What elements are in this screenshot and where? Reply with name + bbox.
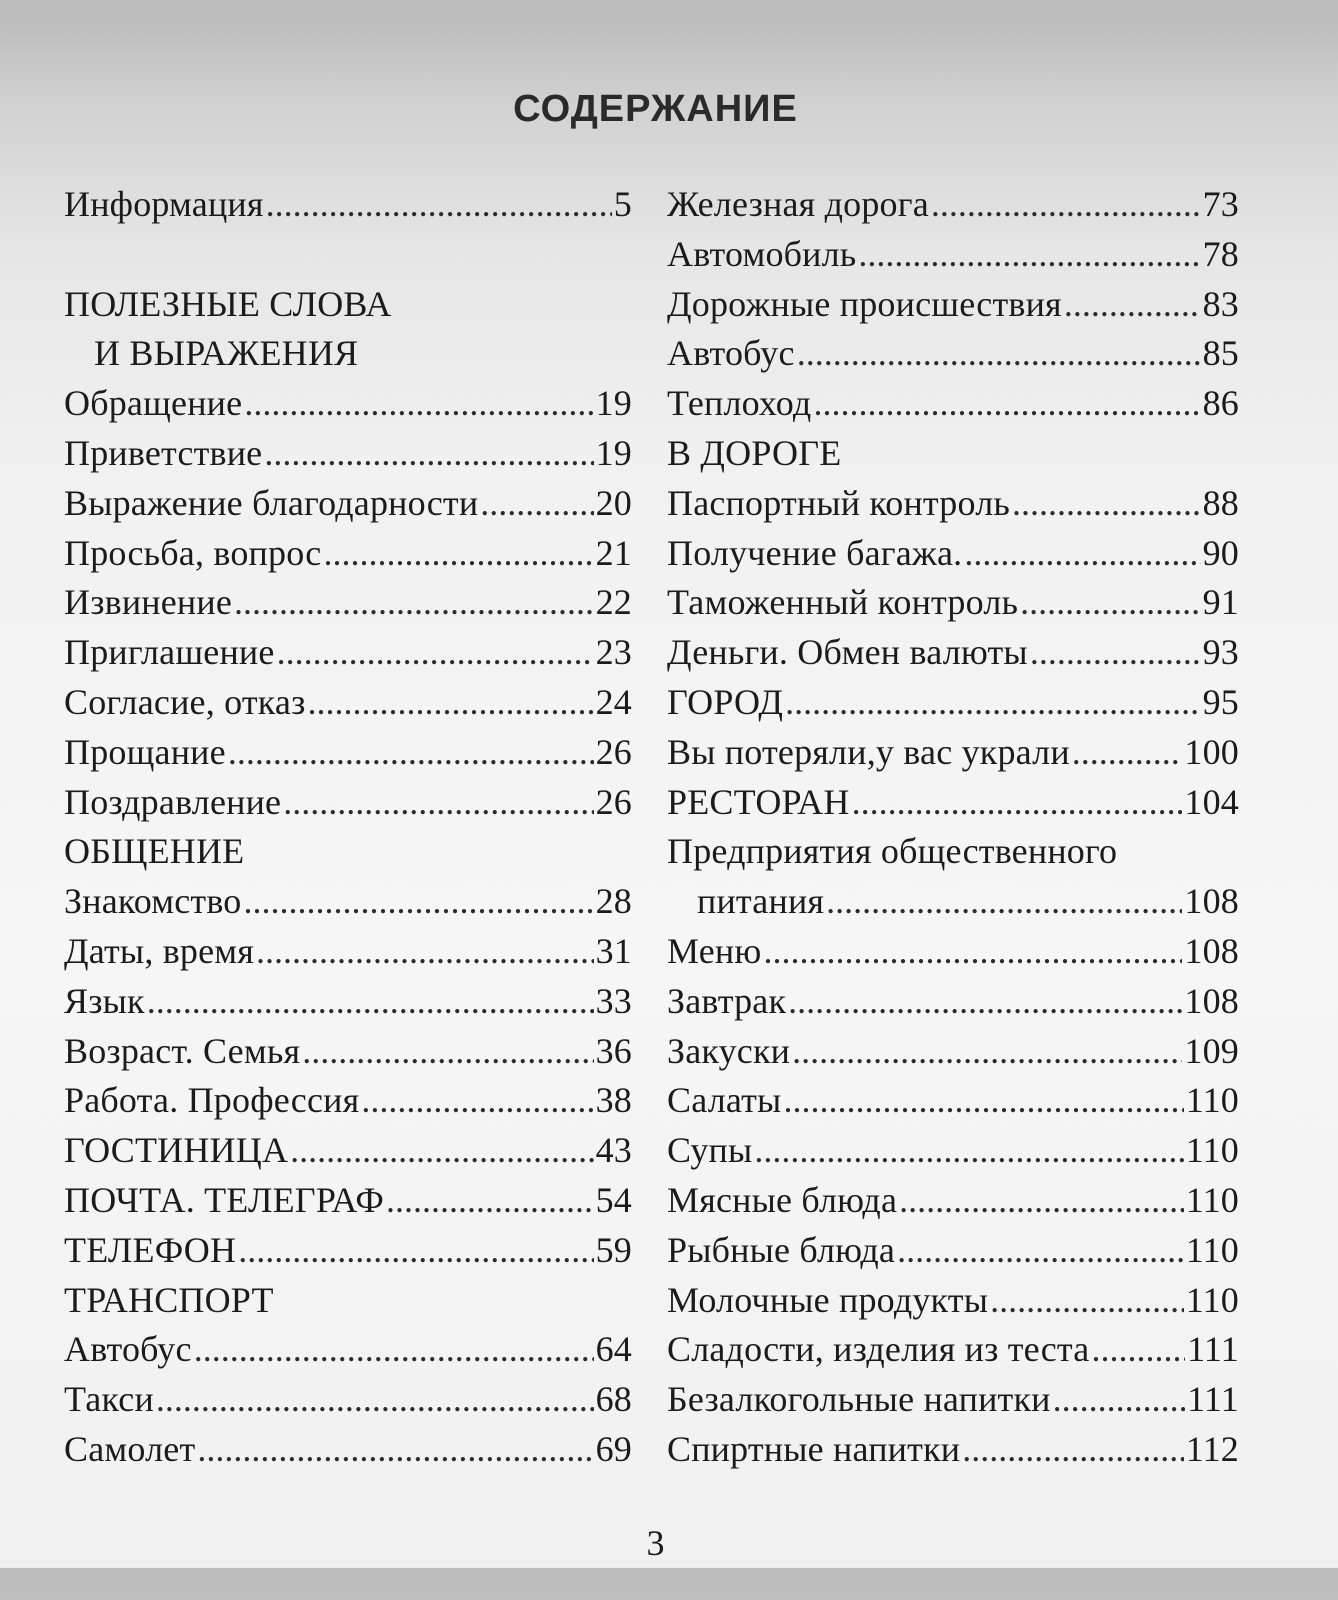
toc-section-heading — [64, 827, 632, 877]
dot-leader — [238, 1226, 593, 1276]
toc-entry[interactable] — [667, 1276, 1239, 1326]
dot-leader — [197, 1425, 593, 1475]
toc-entry-title: Автобус — [64, 1329, 192, 1370]
dot-leader — [147, 977, 594, 1027]
dot-leader — [308, 678, 594, 728]
toc-entry-page: 26 — [595, 731, 632, 772]
dot-leader — [826, 877, 1182, 927]
toc-entry-page: 100 — [1184, 731, 1239, 772]
dot-leader — [897, 1226, 1184, 1276]
page-number: 3 — [646, 1523, 665, 1563]
toc-entry-page: 112 — [1185, 1428, 1239, 1469]
dot-leader — [962, 1425, 1184, 1475]
toc-entry-page: 109 — [1184, 1030, 1239, 1071]
dot-leader — [964, 529, 1200, 579]
toc-entry[interactable] — [667, 230, 1239, 280]
dot-leader — [788, 977, 1182, 1027]
dot-leader — [785, 678, 1200, 728]
toc-entry-page: 59 — [595, 1229, 632, 1270]
toc-entry[interactable] — [64, 379, 632, 429]
dot-leader — [290, 1126, 593, 1176]
toc-entry-page: 108 — [1184, 980, 1239, 1021]
toc-entry-title: Приглашение — [64, 632, 275, 673]
toc-entry-page: 110 — [1185, 1179, 1239, 1220]
toc-entry[interactable] — [667, 1425, 1239, 1475]
dot-leader — [792, 1027, 1182, 1077]
toc-entry-title: Завтрак — [667, 980, 787, 1021]
toc-entry-title: Знакомство — [64, 881, 242, 922]
dot-leader — [480, 479, 593, 529]
toc-entry-title: Рыбные блюда — [667, 1229, 896, 1270]
toc-entry-page: 111 — [1187, 1329, 1239, 1370]
toc-entry[interactable] — [64, 877, 632, 927]
toc-entry-page: 19 — [595, 383, 632, 424]
toc-entry[interactable] — [64, 678, 632, 728]
toc-entry-title: Получение багажа. — [667, 532, 963, 573]
toc-entry-title: Самолет — [64, 1428, 196, 1469]
toc-section-title: В ДОРОГЕ — [667, 432, 842, 473]
toc-entry-page: 20 — [595, 482, 632, 523]
toc-entry[interactable] — [667, 379, 1239, 429]
toc-entry-page: 110 — [1185, 1130, 1239, 1171]
toc-entry-page: 110 — [1185, 1080, 1239, 1121]
toc-entry-page: 68 — [595, 1379, 632, 1420]
dot-leader — [228, 728, 594, 778]
toc-entry-page: 64 — [595, 1329, 632, 1370]
toc-entry[interactable] — [64, 1027, 632, 1077]
toc-entry-title: Сладости, изделия из теста — [667, 1329, 1090, 1370]
toc-entry-title: Согласие, отказ — [64, 681, 306, 722]
toc-entry-title: Дорожные происшествия — [667, 283, 1062, 324]
toc-entry-title: ГОРОД — [667, 681, 784, 722]
toc-entry[interactable] — [667, 1176, 1239, 1226]
dot-leader — [797, 329, 1201, 379]
dot-leader — [754, 1126, 1183, 1176]
toc-entry-title: ТЕЛЕФОН — [64, 1229, 237, 1270]
dot-leader — [1072, 728, 1183, 778]
toc-entry-title: Безалкогольные напитки — [667, 1379, 1051, 1420]
toc-entry[interactable] — [667, 1076, 1239, 1126]
toc-entry-title: Теплоход — [667, 383, 812, 424]
dot-leader — [783, 1076, 1183, 1126]
toc-entry-title: Выражение благодарности — [64, 482, 479, 523]
dot-leader — [931, 180, 1201, 230]
toc-entry-page: 104 — [1184, 781, 1239, 822]
toc-entry-page: 5 — [613, 184, 632, 224]
toc-entry-title: Предприятия общественного — [667, 831, 1118, 872]
dot-leader — [234, 578, 594, 628]
toc-section-title: ОБЩЕНИЕ — [64, 831, 245, 872]
toc-entry-title: Деньги. Обмен валюты — [667, 632, 1028, 673]
toc-entry-title: Информация — [64, 184, 264, 224]
toc-entry[interactable] — [64, 180, 632, 230]
toc-entry-page: 31 — [595, 930, 632, 971]
toc-entry[interactable] — [667, 280, 1239, 330]
toc-entry-page: 88 — [1202, 482, 1239, 523]
toc-entry[interactable] — [667, 678, 1239, 728]
toc-entry-page: 86 — [1202, 383, 1239, 424]
toc-entry-page: 90 — [1202, 532, 1239, 573]
toc-entry[interactable] — [64, 1425, 632, 1475]
toc-entry-title: Мясные блюда — [667, 1179, 898, 1220]
toc-entry[interactable] — [64, 728, 632, 778]
toc-entry-page: 108 — [1184, 930, 1239, 971]
toc-entry-title: ГОСТИНИЦА — [64, 1130, 289, 1171]
toc-entry[interactable] — [64, 429, 632, 479]
toc-entry-page: 38 — [595, 1080, 632, 1121]
toc-entry[interactable] — [64, 778, 632, 828]
dot-leader — [302, 1027, 593, 1077]
dot-leader — [990, 1276, 1184, 1326]
toc-entry[interactable] — [667, 728, 1239, 778]
toc-entry-title: Паспортный контроль — [667, 482, 1011, 523]
dot-leader — [323, 529, 593, 579]
toc-entry-title: Вы потеряли,у вас украли — [667, 731, 1070, 772]
toc-entry-page: 91 — [1202, 582, 1239, 623]
toc-entry[interactable] — [667, 927, 1239, 977]
dot-leader — [858, 230, 1200, 280]
toc-entry-page: 111 — [1187, 1379, 1239, 1420]
toc-entry-title: Возраст. Семья — [64, 1030, 301, 1071]
toc-entry-page: 73 — [1202, 184, 1239, 224]
toc-entry[interactable] — [667, 578, 1239, 628]
toc-entry-title: Молочные продукты — [667, 1279, 989, 1320]
dot-leader — [763, 927, 1182, 977]
toc-entry[interactable] — [667, 1226, 1239, 1276]
toc-entry-page: 78 — [1202, 233, 1239, 274]
toc-entry-page: 110 — [1185, 1279, 1239, 1320]
toc-entry-page: 43 — [595, 1130, 632, 1171]
toc-section-heading — [667, 429, 1239, 479]
toc-entry-title: Закуски — [667, 1030, 791, 1071]
toc-entry-wrapped-line — [667, 827, 1239, 877]
toc-entry-page: 83 — [1202, 283, 1239, 324]
toc-entry-page: 36 — [595, 1030, 632, 1071]
dot-leader — [277, 628, 594, 678]
toc-entry-title: Даты, время — [64, 930, 255, 971]
toc-entry-title: Автомобиль — [667, 233, 857, 274]
dot-leader — [244, 877, 594, 927]
toc-section-heading — [64, 1276, 632, 1326]
toc-section-title: ТРАНСПОРТ — [64, 1279, 274, 1320]
toc-section-title: И ВЫРАЖЕНИЯ — [94, 333, 359, 374]
toc-entry[interactable] — [64, 1226, 632, 1276]
toc-entry-page: 108 — [1184, 881, 1239, 922]
dot-leader — [156, 1375, 594, 1425]
toc-entry-page: 22 — [595, 582, 632, 623]
dot-leader — [1012, 479, 1201, 529]
toc-entry-title: Таможенный контроль — [667, 582, 1019, 623]
dot-leader — [194, 1325, 594, 1375]
dot-leader — [1092, 1325, 1186, 1375]
dot-leader — [244, 379, 593, 429]
toc-entry[interactable] — [667, 479, 1239, 529]
toc-entry[interactable] — [667, 1126, 1239, 1176]
toc-entry-title: Железная дорога — [667, 184, 929, 224]
toc-entry-title: Работа. Профессия — [64, 1080, 360, 1121]
toc-entry-title: питания — [697, 881, 825, 922]
toc-entry[interactable] — [667, 877, 1239, 927]
toc-entry[interactable] — [64, 1076, 632, 1126]
toc-entry[interactable] — [667, 628, 1239, 678]
toc-entry-page: 23 — [595, 632, 632, 673]
toc-entry[interactable] — [64, 529, 632, 579]
dot-leader — [1030, 628, 1201, 678]
toc-entry[interactable] — [667, 180, 1239, 230]
dot-leader — [283, 778, 593, 828]
toc-entry[interactable] — [64, 1375, 632, 1425]
dot-leader — [386, 1176, 594, 1226]
toc-entry-title: Такси — [64, 1379, 154, 1420]
toc-entry[interactable] — [667, 778, 1239, 828]
toc-entry-title: Поздравление — [64, 781, 282, 822]
dot-leader — [361, 1076, 593, 1126]
toc-entry-title: ПОЧТА. ТЕЛЕГРАФ — [64, 1179, 385, 1220]
toc-entry-title: Просьба, вопрос — [64, 532, 322, 573]
toc-entry-page: 110 — [1185, 1229, 1239, 1270]
dot-leader — [1020, 578, 1200, 628]
toc-entry[interactable] — [667, 529, 1239, 579]
toc-entry[interactable] — [667, 1325, 1239, 1375]
dot-leader — [852, 778, 1183, 828]
toc-entry-page: 69 — [595, 1428, 632, 1469]
toc-section-heading — [64, 280, 632, 330]
toc-entry-page: 24 — [595, 681, 632, 722]
dot-leader — [899, 1176, 1184, 1226]
dot-leader — [256, 927, 594, 977]
toc-entry-title: Прощание — [64, 731, 226, 772]
toc-entry-title: Извинение — [64, 582, 233, 623]
toc-entry-title: Меню — [667, 930, 762, 971]
toc-entry-title: Спиртные напитки — [667, 1428, 961, 1469]
toc-entry[interactable] — [667, 1375, 1239, 1425]
toc-entry-title: Автобус — [667, 333, 795, 374]
toc-entry-page: 93 — [1202, 632, 1239, 673]
toc-entry[interactable] — [64, 628, 632, 678]
toc-entry-page: 19 — [595, 432, 632, 473]
toc-entry-page: 95 — [1202, 681, 1239, 722]
toc-entry[interactable] — [667, 1027, 1239, 1077]
toc-left-column — [64, 180, 632, 1475]
toc-entry[interactable] — [64, 1325, 632, 1375]
page-title: СОДЕРЖАНИЕ — [513, 88, 798, 130]
toc-entry[interactable] — [64, 977, 632, 1027]
toc-entry-title: Супы — [667, 1130, 753, 1171]
toc-entry-page: 85 — [1202, 333, 1239, 374]
toc-right-column — [667, 180, 1239, 1475]
toc-entry-title: Салаты — [667, 1080, 782, 1121]
toc-entry-title: Приветствие — [64, 432, 263, 473]
toc-entry-title: Обращение — [64, 383, 243, 424]
toc-entry[interactable] — [64, 578, 632, 628]
toc-section-title: ПОЛЕЗНЫЕ СЛОВА — [64, 283, 392, 324]
dot-leader — [264, 429, 593, 479]
toc-entry[interactable] — [64, 927, 632, 977]
toc-section-heading — [64, 329, 632, 379]
dot-leader — [1053, 1375, 1185, 1425]
toc-entry-page: 33 — [595, 980, 632, 1021]
toc-entry[interactable] — [667, 329, 1239, 379]
toc-entry[interactable] — [64, 1176, 632, 1226]
dot-leader — [813, 379, 1200, 429]
toc-entry[interactable] — [64, 1126, 632, 1176]
toc-entry-page: 54 — [595, 1179, 632, 1220]
toc-entry-page: 26 — [595, 781, 632, 822]
dot-leader — [266, 180, 612, 230]
toc-entry[interactable] — [64, 479, 632, 529]
toc-entry-page: 21 — [595, 532, 632, 573]
toc-entry-title: РЕСТОРАН — [667, 781, 850, 822]
toc-entry-title: Язык — [64, 980, 145, 1021]
toc-entry-page: 28 — [595, 881, 632, 922]
dot-leader — [1064, 280, 1201, 330]
toc-entry[interactable] — [667, 977, 1239, 1027]
